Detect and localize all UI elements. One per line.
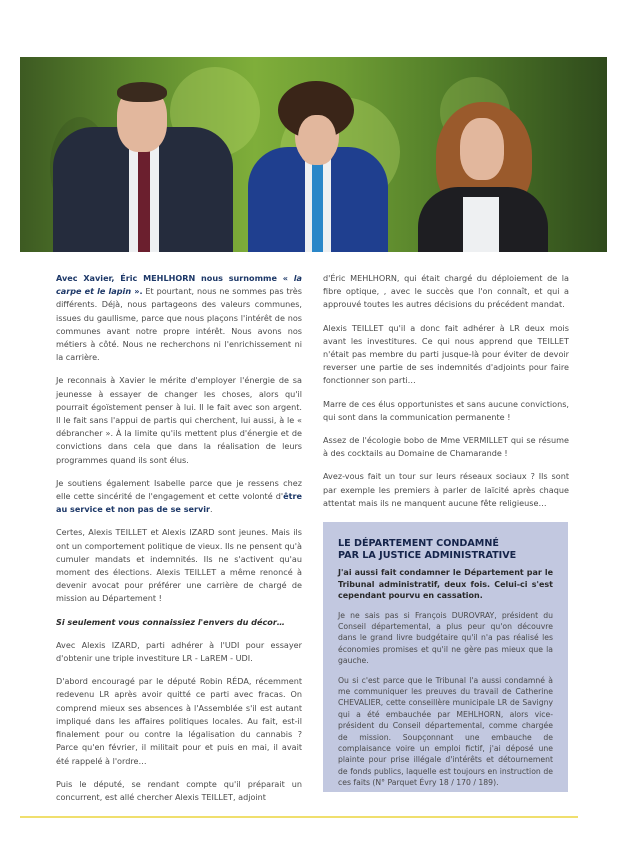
candidates-photo [20, 57, 607, 252]
lead-bold: Avec Xavier, Éric MEHLHORN nous surnomme « [56, 273, 294, 283]
paragraph-text-end: . [210, 504, 213, 515]
paragraph-teillet-lr: Alexis TEILLET qu'il a donc fait adhérer à LR deux mois avant les investitures. Ce qui nous apprend que TEILLET n'était pas membre du parti jusque-là pour éviter de devoir reverser une partie de ses indemnités d'adjoints pour faire fonctionner son parti… [323, 322, 569, 386]
person-center [248, 77, 388, 252]
paragraph-reda: D'abord encouragé par le député Robin RÉDA, récemment redevenu LR après avoir quitté ce parti avec fracas. On comprend mieux ses absences à l'Assemblée s'il est autant impliqué dans les affaires politiques locales. Au fait, est-il finalement pour ou contre la légalisation du cannabis ? Parce qu'en février, il militait pour et puis en mai, il avait été rappelé à l'ordre… [56, 676, 302, 766]
face [460, 118, 504, 180]
white-blouse [463, 197, 499, 252]
paragraph-teillet-izard: Certes, Alexis TEILLET et Alexis IZARD sont jeunes. Mais ils ont un comportement politique de vieux. Ils ne pensent qu'à cumuler mandats et indemnités. Ils ne s'activent qu'au moment des élections. Alexis TEILLET a même renoncé à devenir avocat pour préférer une carrière de chargé de mission au Département ! [56, 527, 302, 604]
callout-lead: J'ai aussi fait condamner le Département par le Tribunal administratif, deux fois. Celui-ci s'est cependant pourvu en cassation. [338, 568, 553, 600]
paragraph-izard-udi: Avec Alexis IZARD, parti adhérer à l'UDI pour essayer d'obtenir une triple investiture LR - LaREM - UDI. [56, 639, 302, 664]
paragraph-mehlhorn-fibre: d'Éric MEHLHORN, qui était chargé du déploiement de la fibre optique, , avec le succès que l'on connaît, et qui a approuvé toutes les autres décisions du précédent mandat. [323, 273, 569, 310]
paragraph-carpe-lapin [56, 272, 302, 364]
callout-title-line2: PAR LA JUSTICE ADMINISTRATIVE [338, 549, 517, 561]
paragraph-depute: Puis le député, se rendant compte qu'il préparait un concurrent, est allé chercher Alexis TEILLET, adjoint [56, 778, 302, 802]
emphasis-bold: être au service et non pas de se servir [56, 491, 302, 515]
footer-divider [20, 816, 578, 818]
paragraph-text: Et pourtant, nous ne sommes pas très différents. Déjà, nous partageons des valeurs communes, issues du gaullisme, parce que nous plaçons l'intérêt de nos communes avant notre propre intérêt. Nous avons nos métiers à côté. Nous ne recherchons ni l'enrichissement ni la carrière. [56, 286, 303, 363]
paragraph-opportunistes: Marre de ces élus opportunistes et sans aucune convictions, qui sont dans la communication permanente ! [323, 398, 569, 422]
paragraph-isabelle [56, 477, 302, 517]
left-column [56, 272, 302, 814]
lead-italic: la carpe et le lapin [56, 273, 302, 297]
face-front [298, 115, 336, 165]
paragraph-reseaux-sociaux: Avez-vous fait un tour sur leurs réseaux sociaux ? Ils sont par exemple les premiers à parler de laïcité après chaque attentat mais ils ne manquent aucune fête religieuse… [323, 471, 569, 508]
person-left [53, 82, 233, 252]
paragraph-text: Je soutiens également Isabelle parce que je ressens chez elle cette sincérité de l'engagement et cette volonté d' [56, 477, 302, 502]
right-column [323, 272, 569, 520]
callout-box-departement [323, 522, 568, 792]
callout-title-line1: LE DÉPARTEMENT CONDAMNÉ [338, 538, 499, 549]
hair [117, 82, 167, 102]
callout-paragraph-durovray: Je ne sais pas si François DUROVRAY, président du Conseil départemental, a plus peur qu'on découvre dans le grand livre budgétaire qu'il n'a pas réalisé les économies promises et qu'il ne gère pas mieux que la gauche. [338, 610, 553, 666]
lead-bold-end: ». [131, 286, 143, 297]
paragraph-vermillet: Assez de l'écologie bobo de Mme VERMILLET qui se résume à des cocktails au Domaine de Chamarande ! [323, 435, 569, 459]
person-right [418, 102, 548, 252]
callout-paragraph-chevalier: Ou si c'est parce que le Tribunal l'a aussi condamné à me communiquer les preuves du travail de Catherine CHEVALIER, cette conseillère municipale LR de Savigny qui a été embauchée par MEHLHORN, alors vice-président du Conseil départemental, comme chargée de mission. Soupçonnant une embauche de complaisance voire un emploi fictif, j'ai déposé une plainte pour prise illégale d'intérêts et détournement de fonds publics, laquelle est toujours en instruction de ces faits (N° Parquet Évry 18 / 170 / 189). [338, 675, 553, 788]
paragraph-envers-decor: Si seulement vous connaissiez l'envers du décor… [56, 616, 285, 627]
callout-title [338, 538, 553, 561]
paragraph-xavier: Je reconnais à Xavier le mérite d'employer l'énergie de sa jeunesse à essayer de changer les choses, alors qu'il pourrait égoïstement penser à lui. Il le fait avec son argent. Il le fait sans l'appui de partis qui cherchent, lui aussi, à le « débrancher ». À la limite qu'ils mettent plus d'énergie et de convictions dans cela que dans la réalisation de leurs programmes quand ils sont élus. [56, 375, 302, 465]
blue-tie [312, 157, 323, 252]
